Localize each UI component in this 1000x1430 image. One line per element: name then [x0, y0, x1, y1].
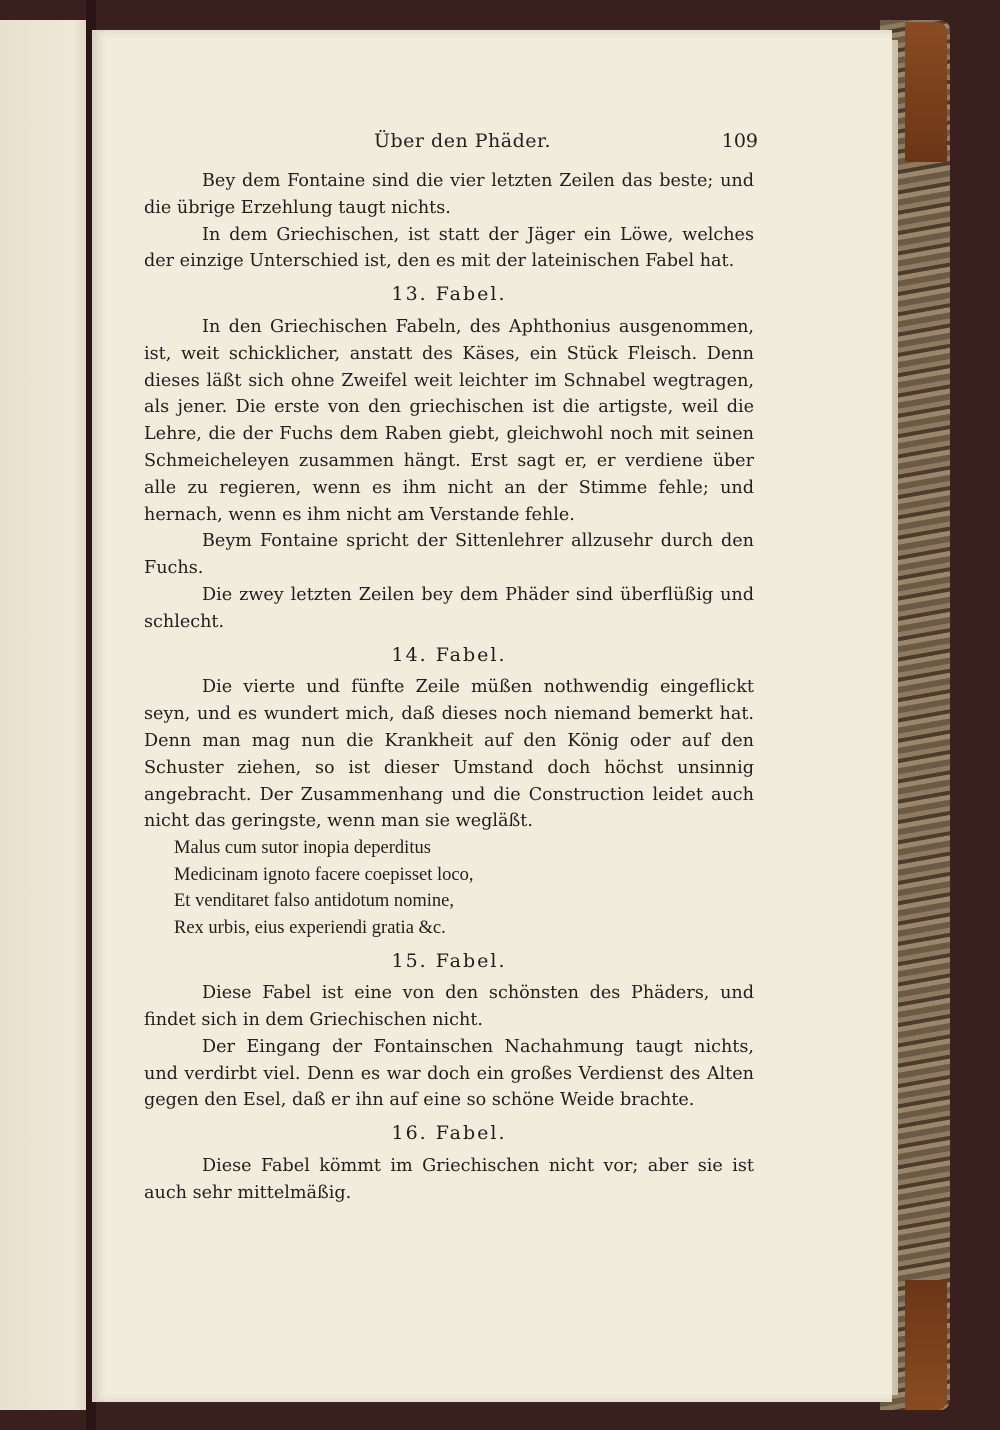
- latin-line: Malus cum sutor inopia deperditus: [174, 838, 431, 859]
- book-page: [92, 30, 892, 1402]
- paragraph: In den Griechischen Fabeln, des Aphthonius ausgenommen, ist, weit schicklicher, anstatt des Käses, ein Stück Fleisch. Denn dieses läßt sich ohne Zweifel weit leichter im Schnabel wegtragen, als jener. Die erste von den griechischen ist die artigste, weil die Lehre, die der Fuchs dem Raben giebt, gleichwohl noch mit seinen Schmeicheleyen zusammen hängt. Erst sagt er, er verdiene über alle zu regieren, wenn es ihm nicht an der Stimme fehle; und hernach, wenn es ihm nicht am Verstande fehle.: [144, 316, 754, 525]
- paragraph: Die zwey letzten Zeilen bey dem Phäder sind überflüßig und schlecht.: [144, 584, 754, 632]
- facing-page-edge: [0, 20, 92, 1410]
- latin-line: Medicinam ignoto facere coepisset loco,: [174, 864, 474, 885]
- paragraph: Diese Fabel ist eine von den schönsten des Phäders, und findet sich in dem Griechischen nicht.: [144, 983, 754, 1031]
- paragraph: Der Eingang der Fontainschen Nachahmung taugt nichts, und verdirbt viel. Denn es war doch ein großes Verdienst des Alten gegen den Esel, daß er ihn auf eine so schöne Weide brachte.: [144, 1036, 754, 1111]
- paragraph: Beym Fontaine spricht der Sittenlehrer allzusehr durch den Fuchs.: [144, 531, 754, 579]
- paragraph: In dem Griechischen, ist statt der Jäger ein Löwe, welches der einzige Unterschied ist, den es mit der lateinischen Fabel hat.: [144, 224, 754, 272]
- page-number: 109: [721, 130, 758, 152]
- section-heading-16: 16. Fabel.: [391, 1122, 507, 1145]
- latin-quotation: [144, 835, 754, 941]
- paragraph: Bey dem Fontaine sind die vier letzten Zeilen das beste; und die übrige Erzehlung taugt nichts.: [144, 171, 754, 218]
- section-heading-14: 14. Fabel.: [391, 643, 507, 666]
- paragraph: Die vierte und fünfte Zeile müßen nothwendig eingeflickt seyn, und es wundert mich, daß dieses noch niemand bemerkt hat. Denn man mag nun die Krankheit auf den König oder auf den Schuster ziehen, so ist dieser Umstand doch höchst unsinnig angebracht. Der Zusammenhang und die Construction leidet auch nicht das geringste, wenn man sie wegläßt.: [144, 677, 754, 832]
- latin-line: Et venditaret falso antidotum nomine,: [174, 891, 455, 912]
- latin-line: Rex urbis, eius experiendi gratia &c.: [174, 917, 446, 938]
- page-body: [144, 168, 754, 1207]
- leather-corner-top: [905, 22, 947, 162]
- section-heading-15: 15. Fabel.: [391, 949, 507, 972]
- leather-corner-bottom: [905, 1280, 947, 1410]
- running-title: Über den Phäder.: [374, 130, 552, 152]
- paragraph: Diese Fabel kömmt im Griechischen nicht vor; aber sie ist auch sehr mittelmäßig.: [144, 1156, 754, 1203]
- section-heading-13: 13. Fabel.: [391, 283, 507, 306]
